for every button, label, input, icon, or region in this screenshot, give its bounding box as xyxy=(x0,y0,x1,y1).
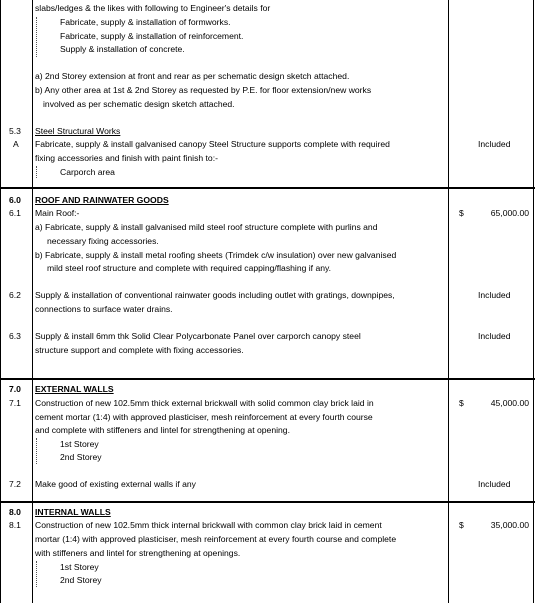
currency-symbol: $ xyxy=(459,398,464,408)
section-divider xyxy=(0,378,535,380)
amount-value: 45,000.00 xyxy=(490,398,529,408)
item-description: fixing accessories and finish with paint finish to:- xyxy=(35,153,218,163)
item-sub-entry: 2nd Storey xyxy=(60,575,102,585)
intro-sub-item: Fabricate, supply & installation of formworks. xyxy=(60,17,231,27)
item-number: 6.1 xyxy=(9,208,21,218)
item-description: Fabricate, supply & install galvanised canopy Steel Structure supports complete with required xyxy=(35,139,390,149)
currency-symbol: $ xyxy=(459,520,464,530)
col-border-description xyxy=(448,0,449,603)
item-description: necessary fixing accessories. xyxy=(47,236,159,246)
item-description: connections to surface water drains. xyxy=(35,304,173,314)
section-title: ROOF AND RAINWATER GOODS xyxy=(35,195,169,205)
item-description: Construction of new 102.5mm thick internal brickwall with common clay brick laid in cement xyxy=(35,520,382,530)
item-sub-letter: A xyxy=(13,139,19,149)
item-sub-entry: 2nd Storey xyxy=(60,452,102,462)
item-number: 7.2 xyxy=(9,479,21,489)
item-description: cement mortar (1:4) with approved plasticiser, mesh reinforcement at every fourth course xyxy=(35,412,373,422)
amount-value: 65,000.00 xyxy=(490,208,529,218)
intro-note-b-cont: involved as per schematic design sketch attached. xyxy=(43,99,235,109)
currency-symbol: $ xyxy=(459,208,464,218)
item-number: 7.1 xyxy=(9,398,21,408)
item-description: Main Roof:- xyxy=(35,208,80,218)
item-description: mild steel roof structure and complete with required capping/flashing if any. xyxy=(47,263,332,273)
section-divider xyxy=(0,187,535,189)
section-title: Steel Structural Works xyxy=(35,126,121,136)
item-description: mortar (1:4) with approved plasticiser, mesh reinforcement at every fourth course and complete xyxy=(35,534,397,544)
item-description: a) Fabricate, supply & install galvanised mild steel roof structure complete with purlins and xyxy=(35,222,378,232)
item-number: 6.3 xyxy=(9,331,21,341)
sub-item-marker xyxy=(36,561,37,587)
amount-included: Included xyxy=(478,139,511,149)
section-title: EXTERNAL WALLS xyxy=(35,384,114,394)
item-description: with stiffeners and lintel for strengthening at openings. xyxy=(35,548,241,558)
item-description: b) Fabricate, supply & install metal roofing sheets (Trimdek c/w insulation) over new galvanised xyxy=(35,250,397,260)
intro-note-b: b) Any other area at 1st & 2nd Storey as requested by P.E. for floor extension/new works xyxy=(35,85,372,95)
item-description: Make good of existing external walls if any xyxy=(35,479,196,489)
item-description: Supply & install 6mm thk Solid Clear Polycarbonate Panel over carporch canopy steel xyxy=(35,331,361,341)
intro-note-a: a) 2nd Storey extension at front and rear as per schematic design sketch attached. xyxy=(35,71,350,81)
sub-item-marker xyxy=(36,17,37,57)
intro-sub-item: Supply & installation of concrete. xyxy=(60,44,185,54)
item-number: 8.1 xyxy=(9,520,21,530)
section-number: 6.0 xyxy=(9,195,21,205)
intro-lead-line: slabs/ledges & the likes with following to Engineer's details for xyxy=(35,3,271,13)
item-number: 6.2 xyxy=(9,290,21,300)
section-title: INTERNAL WALLS xyxy=(35,507,111,517)
col-border-number xyxy=(32,0,33,603)
section-number: 8.0 xyxy=(9,507,21,517)
amount-value: 35,000.00 xyxy=(490,520,529,530)
amount-included: Included xyxy=(478,290,511,300)
item-sub-entry: Carporch area xyxy=(60,167,115,177)
sub-item-marker xyxy=(36,438,37,464)
col-border-right xyxy=(533,0,534,603)
section-divider xyxy=(0,501,535,503)
item-description: Supply & installation of conventional rainwater goods including outlet with gratings, downpipes, xyxy=(35,290,395,300)
item-sub-entry: 1st Storey xyxy=(60,562,99,572)
amount-included: Included xyxy=(478,331,511,341)
amount-included: Included xyxy=(478,479,511,489)
item-number: 5.3 xyxy=(9,126,21,136)
sub-item-marker xyxy=(36,166,37,178)
section-number: 7.0 xyxy=(9,384,21,394)
col-border-left xyxy=(0,0,1,603)
item-sub-entry: 1st Storey xyxy=(60,439,99,449)
item-description: structure support and complete with fixing accessories. xyxy=(35,345,244,355)
item-description: Construction of new 102.5mm thick external brickwall with solid common clay brick laid in xyxy=(35,398,374,408)
intro-sub-item: Fabricate, supply & installation of reinforcement. xyxy=(60,31,244,41)
item-description: and complete with stiffeners and lintel for strengthening at opening. xyxy=(35,425,290,435)
